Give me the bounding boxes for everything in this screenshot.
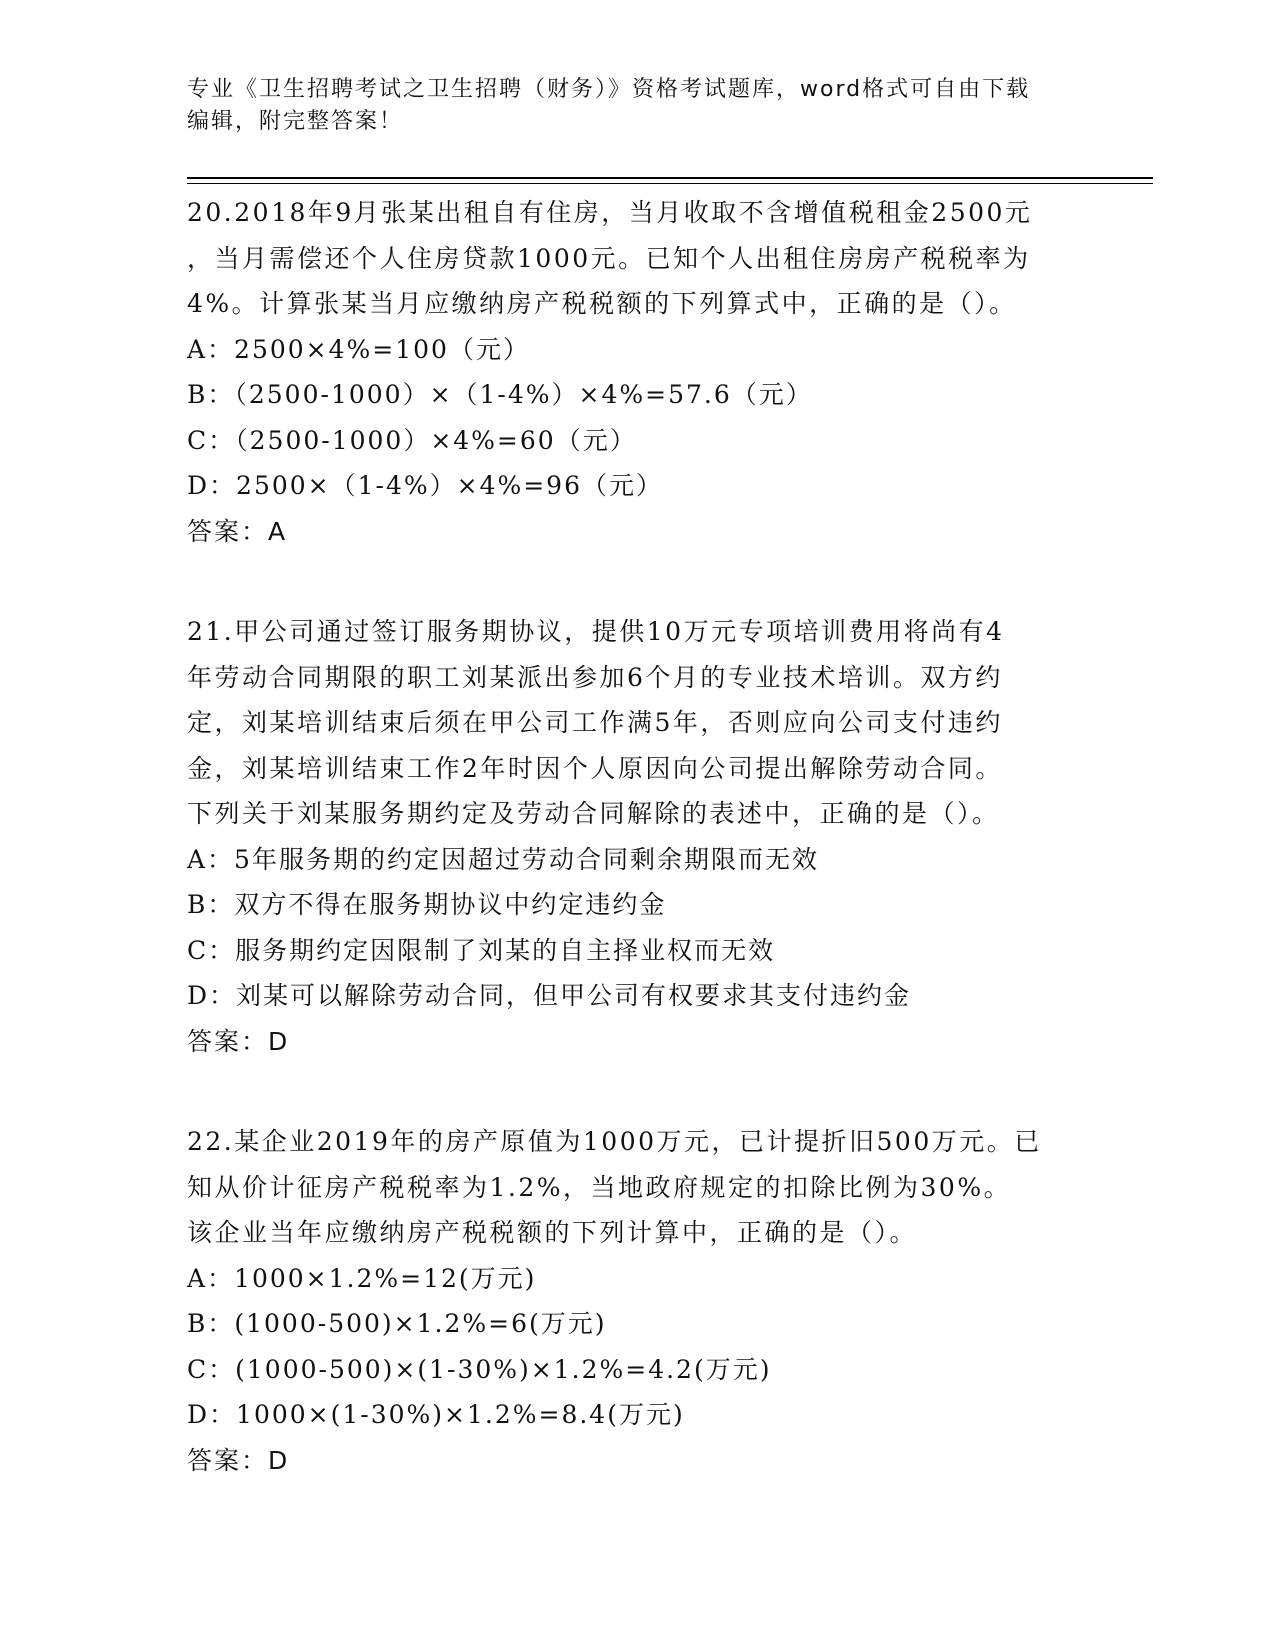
answer-label: 答案：D <box>187 1026 290 1056</box>
header-line-2: 编辑，附完整答案！ <box>187 109 404 134</box>
option-d: D：1000×(1-30%)×1.2%=8.4(万元) <box>187 1400 685 1429</box>
question-stem: 21.甲公司通过签订服务期协议，提供10万元专项培训费用将尚有4 年劳动合同期限的职工刘某派出参加6个月的专业技术培训。双方约 定，刘某培训结束后须在甲公司工作满5年，否则应向公司支付违约 金，刘某培训结束工作2年时因个人原因向公司提出解除劳动合同。 下列关于刘某服务期约定及劳动合同解除的表述中，正确的是（）。 <box>187 617 1005 828</box>
option-b: B：（2500-1000）×（1-4%）×4%=57.6（元） <box>187 380 813 409</box>
header-divider-thin <box>187 183 1153 184</box>
answer-label: 答案：A <box>187 516 288 546</box>
header-divider-thick <box>187 177 1153 179</box>
option-c: C：(1000-500)×(1-30%)×1.2%=4.2(万元) <box>187 1354 772 1384</box>
option-list <box>187 327 1087 509</box>
question-stem: 20.2018年9月张某出租自有住房，当月收取不含增值税租金2500元 ，当月需偿还个人住房贷款1000元。已知个人出租住房房产税税率为 4%。计算张某当月应缴纳房产税税额的下列算式中，正确的是（）。 <box>187 198 1033 318</box>
question-22 <box>187 1119 1087 1483</box>
question-list <box>187 190 1087 1538</box>
header-line-1: 专业《卫生招聘考试之卫生招聘（财务）》资格考试题库，word格式可自由下载 <box>187 77 1031 102</box>
option-a: A：1000×1.2%=12(万元) <box>187 1263 537 1293</box>
option-b: B：(1000-500)×1.2%=6(万元) <box>187 1309 607 1338</box>
option-b: B：双方不得在服务期协议中约定违约金 <box>187 890 667 919</box>
option-d: D：刘某可以解除劳动合同，但甲公司有权要求其支付违约金 <box>187 981 912 1010</box>
option-list <box>187 837 1087 1019</box>
answer-label: 答案：D <box>187 1445 290 1475</box>
question-20 <box>187 190 1087 554</box>
option-a: A：2500×4%=100（元） <box>187 334 530 364</box>
document-header <box>187 74 1067 138</box>
option-list <box>187 1256 1087 1438</box>
option-a: A：5年服务期的约定因超过劳动合同剩余期限而无效 <box>187 844 819 874</box>
question-21 <box>187 609 1087 1064</box>
option-d: D：2500×（1-4%）×4%=96（元） <box>187 471 663 500</box>
option-c: C：（2500-1000）×4%=60（元） <box>187 425 637 455</box>
option-c: C：服务期约定因限制了刘某的自主择业权而无效 <box>187 935 776 965</box>
question-stem: 22.某企业2019年的房产原值为1000万元，已计提折旧500万元。已 知从价计征房产税税率为1.2%，当地政府规定的扣除比例为30%。 该企业当年应缴纳房产税税额的下列计算中，正确的是（）。 <box>187 1127 1042 1247</box>
